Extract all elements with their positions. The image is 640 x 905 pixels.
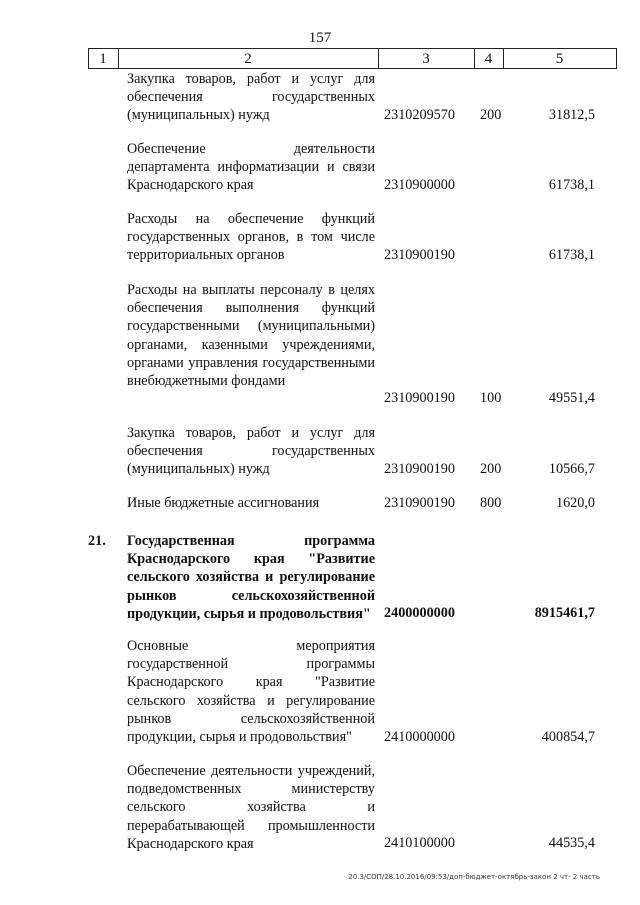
row-description: Расходы на выплаты персоналу в целях обеспечения выполнения функций государственными (муниципальными) органами, казенными учреждениями, органами управления государственными внебюджетными фондами <box>127 282 375 390</box>
row-code: 2310900000 <box>384 177 455 193</box>
row-amount: 61738,1 <box>548 247 595 263</box>
row-description: Основные мероприятия государственной программы Краснодарского края "Развитие сельского хозяйства и регулирование рынков сельскохозяйственной продукции, сырья и продовольствия" <box>127 638 375 746</box>
header-bottom-border <box>88 68 617 69</box>
row-number: 21. <box>88 533 106 549</box>
row-expense-type: 100 <box>480 390 502 406</box>
row-description: Закупка товаров, работ и услуг для обеспечения государственных (муниципальных) нужд <box>127 71 375 124</box>
row-code: 2310900190 <box>384 390 455 406</box>
row-description: Обеспечение деятельности учреждений, подведомственных министерству сельского хозяйства и перерабатывающей промышленности Краснодарского края <box>127 763 375 852</box>
row-amount: 44535,4 <box>548 835 595 851</box>
row-expense-type: 800 <box>480 495 502 511</box>
row-code: 2310209570 <box>384 107 455 123</box>
column-header-3: 3 <box>422 51 430 67</box>
row-code: 2410000000 <box>384 729 455 745</box>
row-amount: 8915461,7 <box>534 605 595 621</box>
row-amount: 61738,1 <box>548 177 595 193</box>
row-expense-type: 200 <box>480 107 502 123</box>
row-description: Обеспечение деятельности департамента информатизации и связи Краснодарского края <box>127 141 375 194</box>
row-description: Иные бюджетные ассигнования <box>127 495 320 511</box>
page-number: 157 <box>308 30 332 46</box>
row-description: Закупка товаров, работ и услуг для обеспечения государственных (муниципальных) нужд <box>127 425 375 478</box>
row-amount: 10566,7 <box>548 461 595 477</box>
row-amount: 31812,5 <box>548 107 595 123</box>
column-header-1: 1 <box>99 51 107 67</box>
row-amount: 400854,7 <box>541 729 595 745</box>
header-top-border <box>88 48 617 49</box>
row-code: 2400000000 <box>384 605 455 621</box>
column-header-4: 4 <box>484 51 493 67</box>
column-header-5: 5 <box>555 51 564 67</box>
row-code: 2410100000 <box>384 835 455 851</box>
column-header-2: 2 <box>244 51 252 67</box>
row-code: 2310900190 <box>384 461 455 477</box>
row-amount: 1620,0 <box>555 495 595 511</box>
document-footer: 20.3/СОП/28.10.2016/09:53/доп-бюджет-октябрь-закон 2 чт- 2 часть <box>348 873 600 881</box>
row-code: 2310900190 <box>384 495 455 511</box>
row-code: 2310900190 <box>384 247 455 263</box>
row-description: Государственная программа Краснодарского края "Развитие сельского хозяйства и регулирование рынков сельскохозяйственной продукции, сырья и продовольствия" <box>127 533 375 622</box>
row-amount: 49551,4 <box>548 390 595 406</box>
header-divider <box>616 48 617 69</box>
row-expense-type: 200 <box>480 461 502 477</box>
row-description: Расходы на обеспечение функций государственных органов, в том числе территориальных органов <box>127 211 375 264</box>
